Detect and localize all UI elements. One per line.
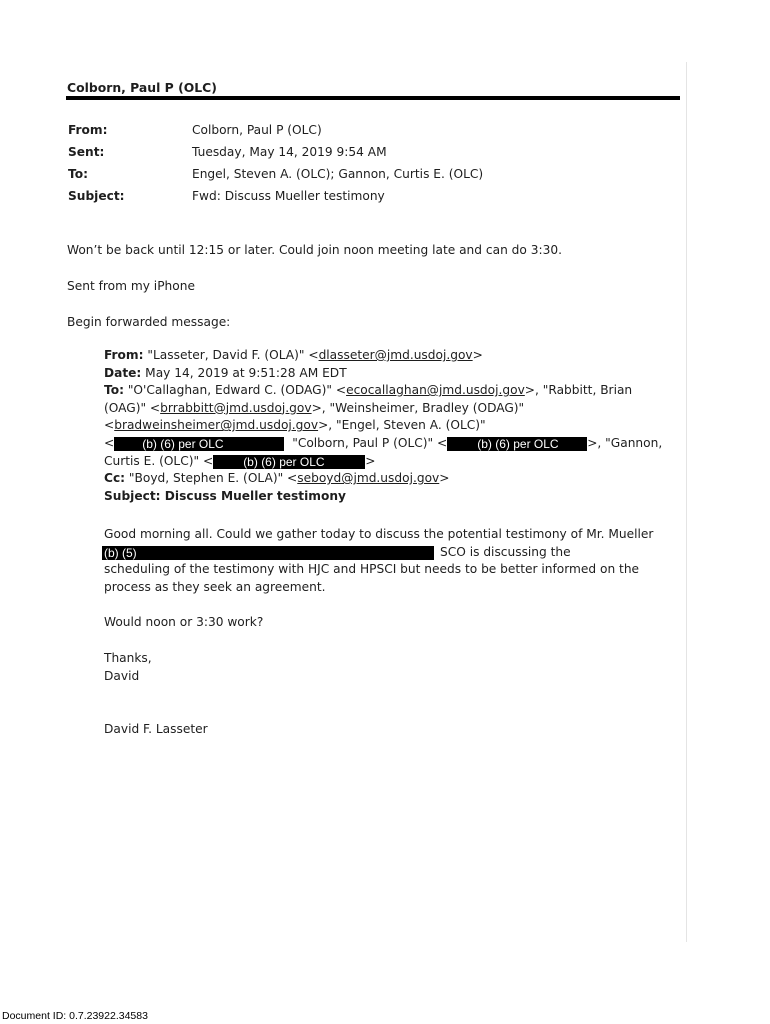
- fwd-to-4-end: >, "Gannon,: [587, 435, 663, 450]
- fwd-to-5-end: >: [365, 453, 376, 468]
- fwd-to-1-end: >, "Rabbitt, Brian: [524, 383, 633, 398]
- from-value: Colborn, Paul P (OLC): [192, 123, 322, 137]
- redaction-b6-1: (b) (6) per OLC: [114, 437, 284, 451]
- to-label: To:: [68, 167, 88, 181]
- boyd-email-link[interactable]: seboyd@jmd.usdoj.gov: [297, 471, 440, 486]
- document-id: Document ID: 0.7.23922.34583: [2, 1010, 148, 1022]
- fwd-date-value: May 14, 2019 at 9:51:28 AM EDT: [141, 365, 347, 380]
- fwd-to-5-start: Curtis E. (OLC)" <: [104, 453, 214, 468]
- fwd-to-line-1: [104, 382, 664, 400]
- fwd-to-4-mid: "Colborn, Paul P (OLC)" <: [292, 435, 448, 450]
- from-label: From:: [68, 123, 108, 137]
- fwd-subject-line: [104, 488, 664, 506]
- sent-value: Tuesday, May 14, 2019 9:54 AM: [192, 145, 387, 159]
- fwd-from-end: >: [472, 348, 483, 362]
- redaction-b6-3: (b) (6) per OLC: [213, 455, 365, 469]
- redaction-b5: (b) (5): [102, 546, 434, 560]
- fwd-date-line: [104, 365, 664, 383]
- sent-from-iphone: Sent from my iPhone: [67, 279, 195, 293]
- fwd-from-name: "Lasseter, David F. (OLA)" <: [143, 348, 319, 362]
- message-question: Would noon or 3:30 work?: [104, 615, 264, 629]
- subject-value: Fwd: Discuss Mueller testimony: [192, 189, 385, 203]
- fwd-to-3-end: >, "Engel, Steven A. (OLC)": [318, 418, 486, 433]
- fwd-to-line-5: [104, 453, 664, 471]
- message-line-3: scheduling of the testimony with HJC and HPSCI but needs to be better informed on the: [104, 562, 640, 577]
- sign-off-thanks: Thanks,: [104, 651, 152, 665]
- sent-label: Sent:: [68, 145, 105, 159]
- fwd-cc-label: Cc:: [104, 471, 126, 486]
- fwd-to-4-start: <: [104, 435, 115, 450]
- fwd-to-line-4: [104, 435, 664, 453]
- forward-intro: Begin forwarded message:: [67, 315, 231, 329]
- ocallaghan-email-link[interactable]: ecocallaghan@jmd.usdoj.gov: [346, 383, 525, 398]
- message-line-2: [104, 544, 653, 562]
- message-line-2-text: SCO is discussing the: [440, 544, 571, 559]
- redaction-b6-2: (b) (6) per OLC: [447, 437, 587, 451]
- fwd-to-line-3: [104, 417, 664, 435]
- subject-label: Subject:: [68, 189, 125, 203]
- fwd-to-3: <: [104, 418, 115, 433]
- fwd-to-1: "O'Callaghan, Edward C. (ODAG)" <: [123, 383, 347, 398]
- rabbitt-email-link[interactable]: brrabbitt@jmd.usdoj.gov: [160, 400, 312, 415]
- weinsheimer-email-link[interactable]: bradweinsheimer@jmd.usdoj.gov: [114, 418, 319, 433]
- fwd-to-label: To:: [104, 383, 124, 398]
- fwd-cc-line: [104, 470, 664, 488]
- fwd-subject-label: Subject:: [104, 488, 161, 503]
- to-value: Engel, Steven A. (OLC); Gannon, Curtis E. (OLC): [192, 167, 484, 181]
- fwd-from-line: [104, 347, 664, 365]
- message-paragraph: [104, 526, 653, 596]
- fwd-from-label: From:: [104, 348, 144, 362]
- fwd-to-line-2: [104, 400, 664, 418]
- fwd-cc-end: >: [439, 471, 450, 486]
- mailbox-owner: Colborn, Paul P (OLC): [67, 80, 217, 95]
- message-line-4: process as they seek an agreement.: [104, 579, 326, 594]
- fwd-from-email-link[interactable]: dlasseter@jmd.usdoj.gov: [318, 348, 473, 362]
- fwd-cc-name: "Boyd, Stephen E. (OLA)" <: [125, 471, 298, 486]
- fwd-to-2-end: >, "Weinsheimer, Bradley (ODAG)": [311, 400, 525, 415]
- message-line-1: Good morning all. Could we gather today to discuss the potential testimony of Mr. Mueller: [104, 527, 654, 541]
- fwd-subject-value: Discuss Mueller testimony: [160, 488, 346, 503]
- signature-name: David F. Lasseter: [104, 722, 208, 736]
- reply-text: Won’t be back until 12:15 or later. Could join noon meeting late and can do 3:30.: [67, 243, 562, 257]
- fwd-to-2: (OAG)" <: [104, 400, 161, 415]
- fwd-date-label: Date:: [104, 365, 142, 380]
- sign-off: [104, 650, 152, 685]
- forwarded-header: [104, 347, 664, 505]
- sign-off-name: David: [104, 668, 140, 683]
- header-rule: [66, 96, 680, 100]
- scan-edge-line: [686, 62, 687, 942]
